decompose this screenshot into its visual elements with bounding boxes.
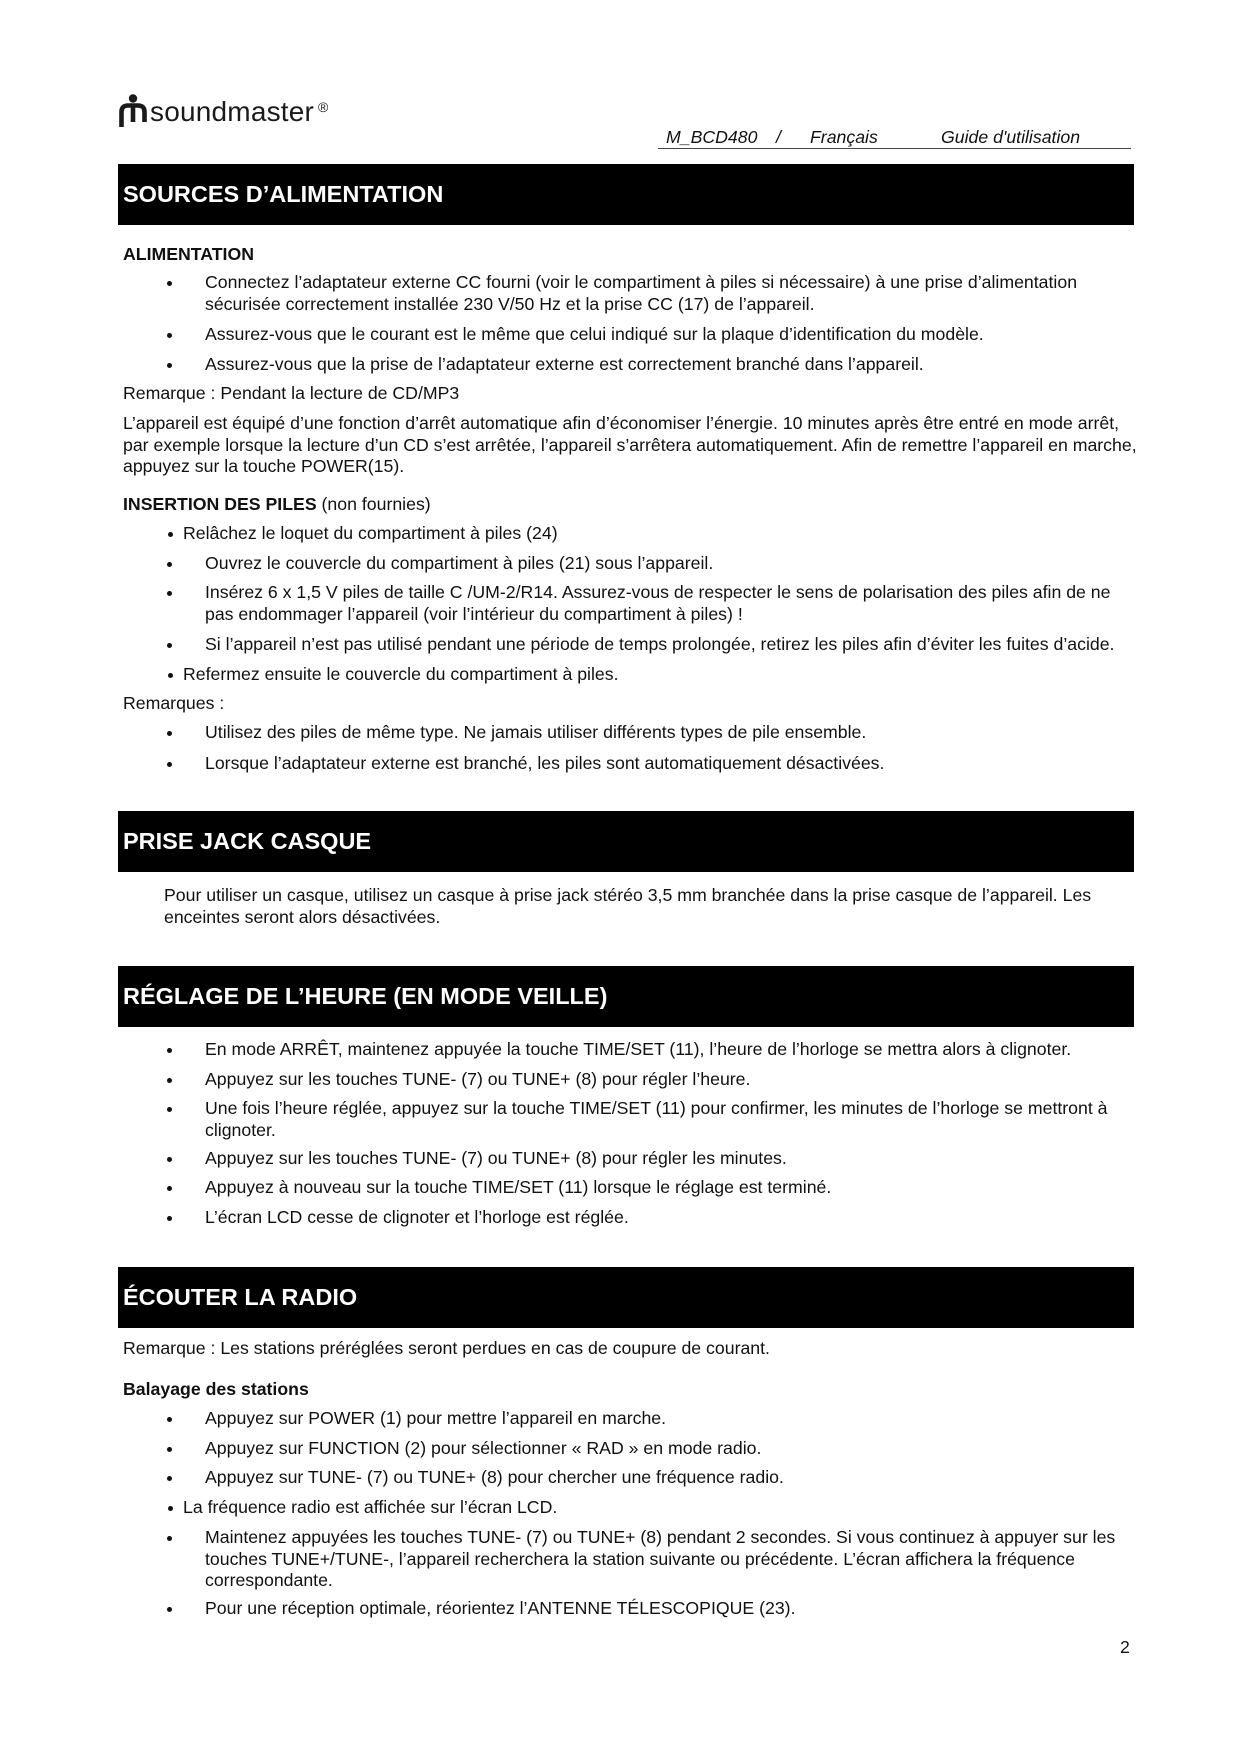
paragraph (164, 885, 1091, 928)
list-item-line: Une fois l’heure réglée, appuyez sur la touche TIME/SET (11) pour confirmer, les minutes de l’horloge se mettront à (205, 1098, 1108, 1118)
bullet-icon (167, 643, 172, 648)
bullet-icon (168, 1506, 173, 1511)
bullet-icon (167, 1078, 172, 1083)
list-item-line: pas endommager l’appareil (voir l’intérieur du compartiment à piles) ! (205, 603, 743, 624)
list-item-line: Appuyez sur les touches TUNE- (7) ou TUNE+ (8) pour régler les minutes. (205, 1148, 787, 1168)
subheading-power: ALIMENTATION (123, 244, 254, 264)
list-item-line: Ouvrez le couvercle du compartiment à piles (21) sous l’appareil. (205, 553, 714, 573)
paragraph-line: par exemple lorsque la lecture d’un CD s’est arrêtée, l’appareil s’arrêtera automatiquement. Afin de remettre l’appareil en marche, (123, 434, 1137, 455)
section-title: ÉCOUTER LA RADIO (123, 1284, 358, 1310)
page-number: 2 (1120, 1637, 1130, 1657)
paragraph-line: L’appareil est équipé d’une fonction d’arrêt automatique afin d’économiser l’énergie. 10 minutes après être entré en mode arrêt, (123, 413, 1120, 433)
list-item-line: La fréquence radio est affichée sur l’écran LCD. (183, 1497, 558, 1517)
list-item-line: Appuyez sur TUNE- (7) ou TUNE+ (8) pour chercher une fréquence radio. (205, 1467, 784, 1487)
list-item-line: clignoter. (205, 1119, 276, 1140)
bullet-icon (167, 1186, 172, 1191)
bullet-icon (167, 762, 172, 767)
section-bar-power-sources (118, 164, 1134, 225)
section-title: SOURCES D’ALIMENTATION (123, 181, 444, 207)
brand-name: soundmaster (150, 96, 315, 127)
subheading-station-scan: Balayage des stations (123, 1379, 309, 1399)
bullet-icon (167, 1048, 172, 1053)
header-rule (658, 148, 1131, 149)
section-title: RÉGLAGE DE L’HEURE (EN MODE VEILLE) (123, 983, 608, 1009)
list-item-line: Maintenez appuyées les touches TUNE- (7) ou TUNE+ (8) pendant 2 secondes. Si vous continuez à appuyer sur les (205, 1527, 1116, 1547)
list-item-line: Appuyez sur FUNCTION (2) pour sélectionner « RAD » en mode radio. (205, 1438, 762, 1458)
soundmaster-logo-icon (118, 94, 148, 133)
bullet-icon (167, 1216, 172, 1221)
bullet-icon (167, 562, 172, 567)
subheading-batteries (123, 494, 431, 516)
list-item-line: Lorsque l’adaptateur externe est branché, les piles sont automatiquement désactivées. (205, 753, 885, 773)
list-item-line: Relâchez le loquet du compartiment à piles (24) (183, 523, 558, 543)
list-item-line: En mode ARRÊT, maintenez appuyée la touche TIME/SET (11), l’heure de l’horloge se mettra alors à clignoter. (205, 1039, 1072, 1059)
bullet-icon (167, 1476, 172, 1481)
list-item-line: Connectez l’adaptateur externe CC fourni (voir le compartiment à piles si nécessaire) à une prise d’alimentation (205, 272, 1078, 292)
section-bar-clock-setting (118, 966, 1134, 1027)
list-item-line: touches TUNE+/TUNE-, l’appareil recherchera la station suivante ou précédente. L’écran affichera la fréquence (205, 1548, 1075, 1569)
notes-label: Remarques : (123, 693, 225, 713)
bullet-icon (168, 532, 173, 537)
list-item-line: Assurez-vous que le courant est le même que celui indiqué sur la plaque d’identification du modèle. (205, 324, 984, 344)
list-item-line: Insérez 6 x 1,5 V piles de taille C /UM-2/R14. Assurez-vous de respecter le sens de polarisation des piles afin de ne (205, 582, 1111, 602)
bullet-icon (167, 731, 172, 736)
bullet-icon (168, 673, 173, 678)
bullet-icon (167, 1157, 172, 1162)
list-item-line: correspondante. (205, 1570, 333, 1590)
language-label: Français (810, 127, 878, 147)
list-item-line: Utilisez des piles de même type. Ne jamais utiliser différents types de pile ensemble. (205, 722, 867, 742)
list-item-line: Assurez-vous que la prise de l’adaptateur externe est correctement branché dans l’appareil. (205, 354, 924, 374)
bullet-icon (167, 1107, 172, 1112)
bullet-icon (167, 281, 172, 286)
note-text: Remarque : Les stations préréglées seront perdues en cas de coupure de courant. (123, 1338, 770, 1358)
bullet-icon (167, 1536, 172, 1541)
section-bar-radio (118, 1267, 1134, 1328)
registered-mark: ® (318, 99, 329, 115)
list-item-line: Pour une réception optimale, réorientez l’ANTENNE TÉLESCOPIQUE (23). (205, 1598, 796, 1618)
section-bar-headphone-jack (118, 811, 1134, 872)
paragraph-line: appuyez sur la touche POWER(15). (123, 456, 405, 476)
bullet-icon (167, 1607, 172, 1612)
bullet-icon (167, 591, 172, 596)
subheading-batteries-title: INSERTION DES PILES (123, 494, 317, 514)
model-number: M_BCD480 (666, 127, 758, 147)
header-separator: / (776, 127, 781, 147)
subheading-batteries-suffix: (non fournies) (321, 494, 431, 514)
list-item-line: Si l’appareil n’est pas utilisé pendant une période de temps prolongée, retirez les piles afin d’éviter les fuites d’acide. (205, 634, 1115, 654)
paragraph-line: Pour utiliser un casque, utilisez un casque à prise jack stéréo 3,5 mm branchée dans la prise casque de l’appareil. Les (164, 885, 1092, 905)
bullet-icon (167, 1447, 172, 1452)
list-item-line: Refermez ensuite le couvercle du compartiment à piles. (183, 664, 619, 684)
list-item-line: Appuyez à nouveau sur la touche TIME/SET (11) lorsque le réglage est terminé. (205, 1177, 832, 1197)
document-type: Guide d'utilisation (941, 127, 1081, 147)
list-item-line: L’écran LCD cesse de clignoter et l’horloge est réglée. (205, 1207, 629, 1227)
paragraph-line: enceintes seront alors désactivées. (164, 906, 441, 927)
bullet-icon (167, 363, 172, 368)
list-item-line: sécurisée correctement installée 230 V/50 Hz et la prise CC (17) de l’appareil. (205, 293, 815, 314)
list-item-line: Appuyez sur les touches TUNE- (7) ou TUNE+ (8) pour régler l’heure. (205, 1069, 751, 1089)
section-title: PRISE JACK CASQUE (123, 828, 372, 854)
paragraph (123, 413, 1137, 478)
bullet-icon (167, 333, 172, 338)
note-text: Remarque : Pendant la lecture de CD/MP3 (123, 383, 460, 403)
list-item-line: Appuyez sur POWER (1) pour mettre l’appareil en marche. (205, 1408, 667, 1428)
bullet-icon (167, 1417, 172, 1422)
